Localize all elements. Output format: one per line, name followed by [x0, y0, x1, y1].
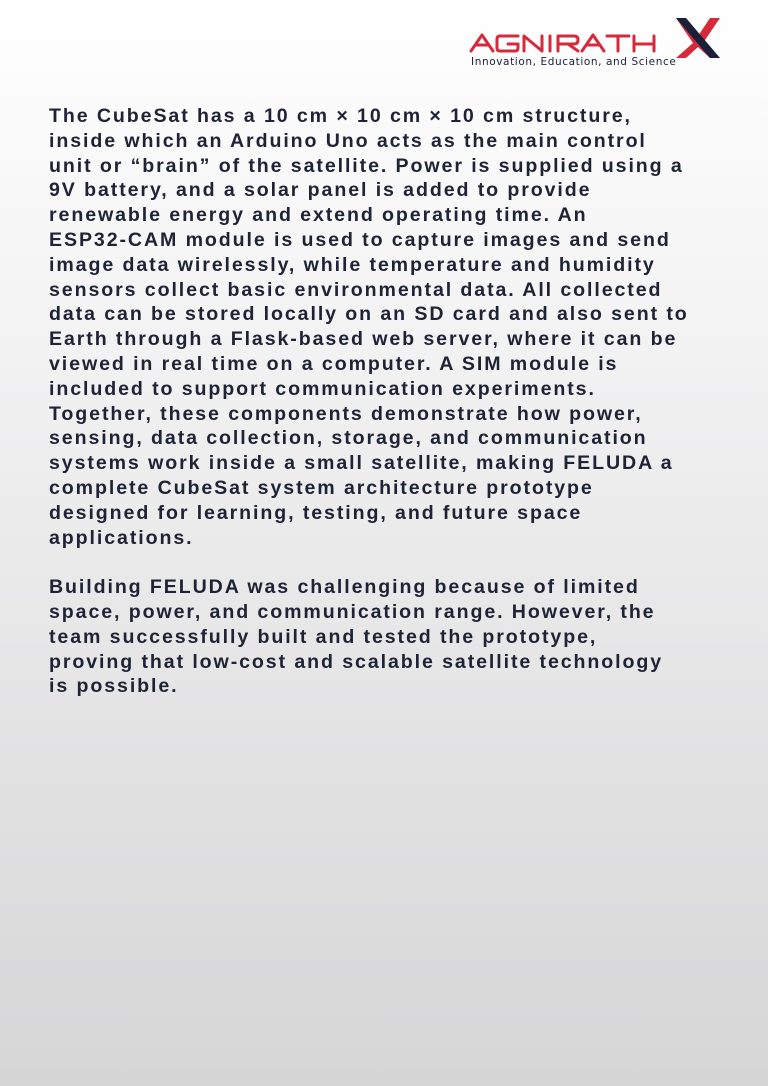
agnirathx-wordmark-logo [468, 16, 726, 60]
paragraph-challenges: Building FELUDA was challenging because of limited space, power, and communication range. However, the team successfully built and tested the prototype, proving that low-cost and scalable satellite technology is possible. [49, 576, 664, 698]
agnirathx-logo [468, 16, 726, 72]
article-body [49, 104, 739, 724]
logo-tagline: Innovation, Education, and Science [471, 56, 677, 68]
paragraph-cubesat-description: The CubeSat has a 10 cm × 10 cm × 10 cm structure, inside which an Arduino Uno acts as the main control unit or “brain” of the satellite. Power is supplied using a 9V battery, and a solar panel is added to provide renewable energy and extend operating time. An ESP32-CAM module is used to capture images and send image data wirelessly, while temperature and humidity sensors collect basic environmental data. All collected data can be stored locally on an SD card and also sent to Earth through a Flask-based web server, where it can be viewed in real time on a computer. A SIM module is included to support communication experiments. Together, these components demonstrate how power, sensing, data collection, storage, and communication systems work inside a small satellite, making FELUDA a complete CubeSat system architecture prototype designed for learning, testing, and future space applications. [49, 105, 689, 549]
